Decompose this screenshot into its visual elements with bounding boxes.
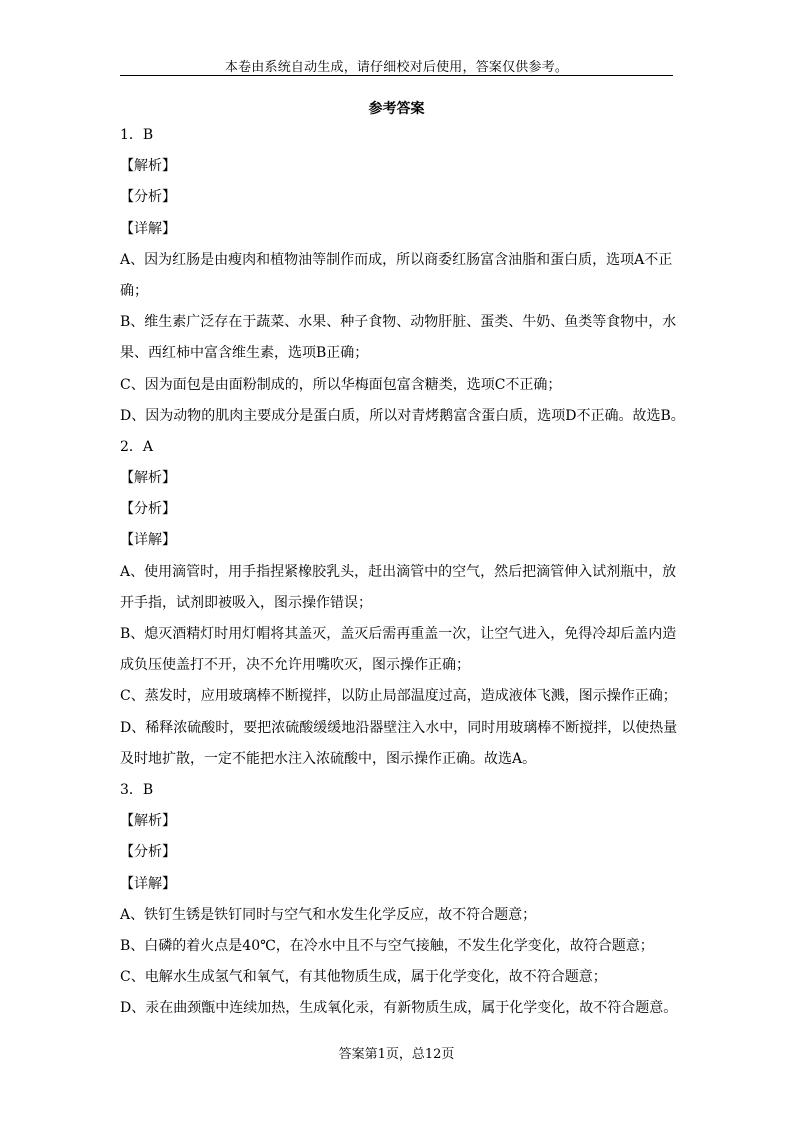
answer-body: [120, 120, 685, 1024]
page-title: 参考答案: [368, 101, 425, 117]
answer-line: 成负压使盖打不开，决不允许用嘴吹灭，图示操作正确；: [120, 657, 470, 674]
answer-line: D、汞在曲颈甑中连续加热，生成氧化汞，有新物质生成，属于化学变化，故不符合题意。: [120, 1000, 678, 1017]
answer-line: A、铁钉生锈是铁钉同时与空气和水发生化学反应，故不符合题意；: [120, 906, 537, 923]
page-footer: 答案第1页，总12页: [338, 1047, 455, 1062]
answer-line: B、白磷的着火点是40℃，在冷水中且不与空气接触，不发生化学变化，故符合题意；: [120, 937, 654, 954]
answer-line: 开手指，试剂即被吸入，图示操作错误；: [120, 594, 372, 611]
section-analysis-label: 【解析】: [120, 813, 176, 830]
section-breakdown-label: 【分析】: [120, 501, 176, 518]
header-divider: [120, 75, 673, 76]
answer-line: 及时地扩散，一定不能把水注入浓硫酸中，图示操作正确。故选A。: [120, 750, 537, 767]
answer-line: B、维生素广泛存在于蔬菜、水果、种子食物、动物肝脏、蛋类、牛奶、鱼类等食物中，水: [120, 314, 677, 331]
section-detail-label: 【详解】: [120, 220, 176, 237]
answer-line: A、因为红肠是由瘦肉和植物油等制作而成，所以商委红肠富含油脂和蛋白质，选项A不正: [120, 251, 673, 268]
answer-line: C、蒸发时，应用玻璃棒不断搅拌，以防止局部温度过高，造成液体飞溅，图示操作正确；: [120, 688, 677, 705]
answer-line: 果、西红柿中富含维生素，选项B正确；: [120, 345, 369, 362]
section-detail-label: 【详解】: [120, 532, 176, 549]
answer-line: C、因为面包是由面粉制成的，所以华梅面包富含糖类，选项C不正确；: [120, 376, 562, 393]
answer-line: A、使用滴管时，用手指捏紧橡胶乳头，赶出滴管中的空气，然后把滴管伸入试剂瓶中，放: [120, 563, 677, 580]
section-analysis-label: 【解析】: [120, 470, 176, 487]
section-detail-label: 【详解】: [120, 875, 176, 892]
answer-line: 确；: [120, 282, 148, 299]
section-analysis-label: 【解析】: [120, 158, 176, 175]
section-breakdown-label: 【分析】: [120, 189, 176, 206]
answer-number-2: 2．A: [120, 438, 154, 455]
section-breakdown-label: 【分析】: [120, 844, 176, 861]
answer-number-3: 3．B: [120, 781, 154, 798]
answer-number-1: 1．B: [120, 127, 154, 143]
answer-line: D、因为动物的肌肉主要成分是蛋白质，所以对青烤鹅富含蛋白质，选项D不正确。故选B。: [120, 407, 685, 424]
answer-line: C、电解水生成氢气和氧气，有其他物质生成，属于化学变化，故不符合题意；: [120, 969, 607, 986]
answer-line: B、熄灭酒精灯时用灯帽将其盖灭，盖灭后需再重盖一次，让空气进入，免得冷却后盖内造: [120, 626, 677, 642]
page-header: 本卷由系统自动生成，请仔细校对后使用，答案仅供参考。: [224, 60, 569, 75]
answer-line: D、稀释浓硫酸时，要把浓硫酸缓缓地沿器壁注入水中，同时用玻璃棒不断搅拌，以使热量: [120, 719, 678, 736]
